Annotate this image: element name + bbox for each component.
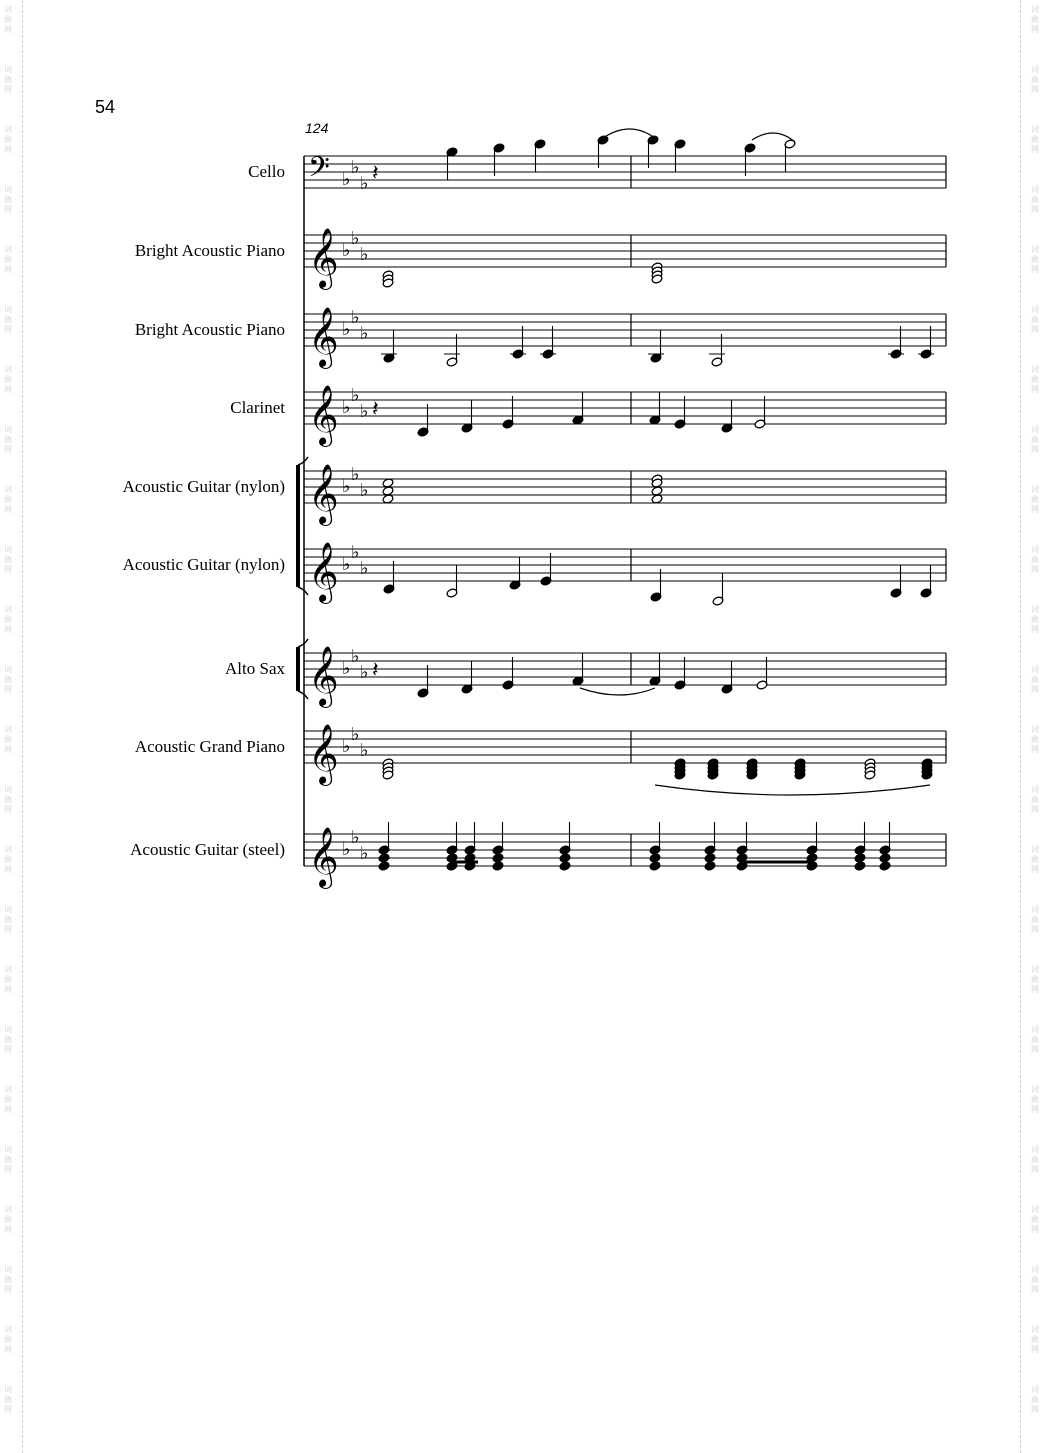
flat-icon: ♭	[342, 839, 351, 860]
watermark-glyph: 词 曲 网	[1031, 485, 1039, 514]
flat-icon: ♭	[342, 658, 351, 679]
flat-icon: ♭	[342, 397, 351, 418]
label-nylon-guitar-1: Acoustic Guitar (nylon)	[122, 477, 285, 496]
watermark-glyph: 词 曲 网	[4, 1265, 12, 1294]
flat-icon: ♭	[360, 558, 369, 579]
quarter-rest-icon: 𝄽	[372, 658, 379, 683]
watermark-glyph: 词 曲 网	[4, 1205, 12, 1234]
flat-icon: ♭	[342, 240, 351, 261]
quarter-rest-icon: 𝄽	[372, 161, 379, 186]
label-grand-piano: Acoustic Grand Piano	[134, 737, 285, 756]
quarter-rest-icon: 𝄽	[372, 397, 379, 422]
tie	[603, 129, 655, 138]
watermark-glyph: 词 曲 网	[1031, 1085, 1039, 1114]
notehead	[854, 853, 866, 863]
notehead	[879, 861, 891, 871]
watermark-glyph: 词 曲 网	[1031, 665, 1039, 694]
watermark-glyph: 词 曲 网	[1031, 1325, 1039, 1354]
label-steel-guitar: Acoustic Guitar (steel)	[130, 840, 285, 859]
watermark-glyph: 词 曲 网	[1031, 1205, 1039, 1234]
watermark-glyph: 词 曲 网	[4, 725, 12, 754]
watermark-glyph: 词 曲 网	[1031, 1145, 1039, 1174]
label-alto-sax: Alto Sax	[225, 659, 285, 678]
flat-icon: ♭	[351, 646, 360, 667]
measure-number: 124	[305, 120, 329, 136]
treble-clef-icon: 𝄞	[308, 724, 339, 784]
watermark-glyph: 词 曲 网	[4, 245, 12, 274]
treble-clef-icon: 𝄞	[308, 827, 339, 887]
tie	[655, 785, 930, 795]
notehead	[378, 861, 390, 871]
flat-icon: ♭	[351, 542, 360, 563]
watermark-glyph: 词 曲 网	[1031, 845, 1039, 874]
flat-icon: ♭	[342, 319, 351, 340]
page-number: 54	[95, 97, 116, 117]
flat-icon: ♭	[360, 662, 369, 683]
watermark-glyph: 词 曲 网	[4, 185, 12, 214]
watermark-glyph: 词 曲 网	[1031, 605, 1039, 634]
flat-icon: ♭	[351, 228, 360, 249]
watermark-glyph: 词 曲 网	[4, 1145, 12, 1174]
flat-icon: ♭	[360, 323, 369, 344]
treble-clef-icon: 𝄞	[308, 464, 339, 524]
notehead	[492, 861, 504, 871]
label-clarinet: Clarinet	[230, 398, 285, 417]
treble-clef-icon: 𝄞	[308, 385, 339, 445]
watermark-glyph: 词 曲 网	[4, 305, 12, 334]
flat-icon: ♭	[351, 157, 360, 178]
flat-icon: ♭	[351, 307, 360, 328]
treble-clef-icon: 𝄞	[308, 542, 339, 602]
watermark-glyph: 词 曲 网	[4, 425, 12, 454]
watermark-glyph: 词 曲 网	[4, 965, 12, 994]
watermark-glyph: 词 曲 网	[1031, 425, 1039, 454]
flat-icon: ♭	[342, 554, 351, 575]
watermark-glyph: 词 曲 网	[4, 125, 12, 154]
watermark-glyph: 词 曲 网	[4, 485, 12, 514]
watermark-glyph: 词 曲 网	[1031, 545, 1039, 574]
flat-icon: ♭	[342, 169, 351, 190]
watermark-glyph: 词 曲 网	[1031, 785, 1039, 814]
watermark-glyph: 词 曲 网	[1031, 305, 1039, 334]
watermark-glyph: 词 曲 网	[1031, 1385, 1039, 1414]
watermark-glyph: 词 曲 网	[1031, 1025, 1039, 1054]
flat-icon: ♭	[351, 827, 360, 848]
notehead	[649, 861, 661, 871]
notehead	[378, 853, 390, 863]
watermark-glyph: 词 曲 网	[4, 1325, 12, 1354]
flat-icon: ♭	[360, 843, 369, 864]
label-nylon-guitar-2: Acoustic Guitar (nylon)	[122, 555, 285, 574]
watermark-glyph: 词 曲 网	[4, 845, 12, 874]
watermark-glyph: 词 曲 网	[4, 1085, 12, 1114]
watermark-glyph: 词 曲 网	[4, 905, 12, 934]
watermark-glyph: 词 曲 网	[4, 785, 12, 814]
watermark-glyph: 词 曲 网	[1031, 365, 1039, 394]
watermark-glyph: 词 曲 网	[4, 1025, 12, 1054]
watermark-glyph: 词 曲 网	[4, 665, 12, 694]
flat-icon: ♭	[351, 724, 360, 745]
flat-icon: ♭	[360, 244, 369, 265]
watermark-glyph: 词 曲 网	[4, 1385, 12, 1414]
bass-clef-icon: 𝄢	[308, 151, 330, 191]
notehead	[704, 861, 716, 871]
watermark-glyph: 词 曲 网	[1031, 905, 1039, 934]
watermark-glyph: 词 曲 网	[1031, 185, 1039, 214]
watermark-glyph: 词 曲 网	[1031, 65, 1039, 94]
notehead	[649, 853, 661, 863]
flat-icon: ♭	[360, 173, 369, 194]
treble-clef-icon: 𝄞	[308, 228, 339, 288]
flat-icon: ♭	[342, 476, 351, 497]
watermark-glyph: 词 曲 网	[4, 545, 12, 574]
watermark-glyph: 词 曲 网	[1031, 125, 1039, 154]
flat-icon: ♭	[342, 736, 351, 757]
notehead	[559, 861, 571, 871]
flat-icon: ♭	[351, 464, 360, 485]
flat-icon: ♭	[351, 385, 360, 406]
watermark-glyph: 词 曲 网	[1031, 1265, 1039, 1294]
watermark-glyph: 词 曲 网	[1031, 725, 1039, 754]
label-cello: Cello	[248, 162, 285, 181]
label-bright-piano-1: Bright Acoustic Piano	[134, 241, 285, 260]
notehead	[559, 853, 571, 863]
watermark-glyph: 词 曲 网	[1031, 965, 1039, 994]
tie	[580, 688, 655, 695]
flat-icon: ♭	[360, 740, 369, 761]
label-bright-piano-2: Bright Acoustic Piano	[134, 320, 285, 339]
watermark-glyph: 词 曲 网	[4, 65, 12, 94]
notehead	[492, 853, 504, 863]
watermark-glyph: 词 曲 网	[1031, 5, 1039, 34]
treble-clef-icon: 𝄞	[308, 646, 339, 706]
watermark-glyph: 词 曲 网	[1031, 245, 1039, 274]
treble-clef-icon: 𝄞	[308, 307, 339, 367]
notehead	[854, 861, 866, 871]
watermark-glyph: 词 曲 网	[4, 605, 12, 634]
notehead	[704, 853, 716, 863]
notehead	[879, 853, 891, 863]
flat-icon: ♭	[360, 401, 369, 422]
watermark-glyph: 词 曲 网	[4, 5, 12, 34]
flat-icon: ♭	[360, 480, 369, 501]
watermark-glyph: 词 曲 网	[4, 365, 12, 394]
